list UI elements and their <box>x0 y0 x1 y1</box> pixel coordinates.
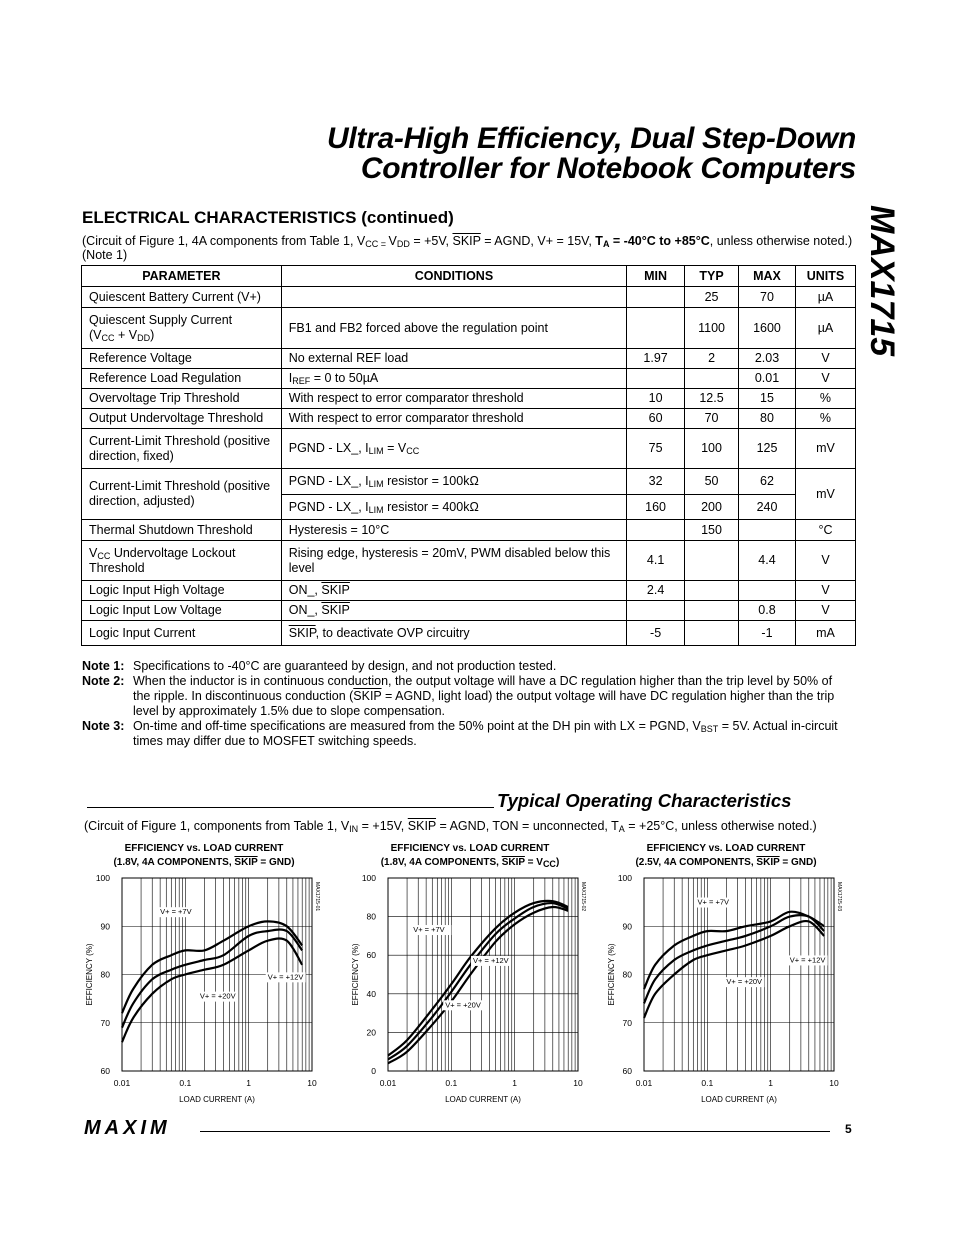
units-cell: °C <box>795 520 855 541</box>
x-tick-label: 0.1 <box>701 1078 714 1088</box>
max-cell: 240 <box>739 495 796 520</box>
x-tick-label: 0.01 <box>379 1078 397 1088</box>
min-cell <box>627 369 685 389</box>
x-tick-label: 1 <box>246 1078 252 1088</box>
table-row <box>82 287 856 308</box>
chart-title: EFFICIENCY vs. LOAD CURRENT (1.8V, 4A COMPONENTS, SKIP = $V_{CC}$) <box>380 843 560 869</box>
column-header: TYP <box>685 266 739 287</box>
x-tick-label: 10 <box>573 1078 583 1088</box>
x-axis-label: LOAD CURRENT (A) <box>179 1095 255 1104</box>
max-cell: -1 <box>739 621 796 646</box>
conditions-cell: Hysteresis = 10°C <box>281 520 626 541</box>
y-tick-label: 100 <box>95 873 110 883</box>
max-cell: 80 <box>739 409 796 429</box>
conditions-cell: $I_{REF} = 0$ to 50µA <box>281 369 626 389</box>
table-row <box>82 469 856 495</box>
min-cell: 1.97 <box>627 349 685 369</box>
note-2: Note 2: When the inductor is in continuous conduction, the output voltage will have a DC regulation higher than the trip level by 50% of the ripple. In discontinuous conduction (SKIP = AGND, light load) the output voltage will have DC regulation higher than the trip level by approximately 1.5% due to slope compensation. <box>82 674 835 718</box>
column-header: CONDITIONS <box>281 266 626 287</box>
conditions-cell: With respect to error comparator threshold <box>281 389 626 409</box>
typ-cell <box>685 541 739 581</box>
section-heading: ELECTRICAL CHARACTERISTICS (continued) <box>82 208 454 227</box>
x-tick-label: 0.1 <box>445 1078 458 1088</box>
typ-cell <box>685 581 739 601</box>
toc-heading: Typical Operating Characteristics <box>497 790 792 811</box>
y-tick-label: 80 <box>622 969 632 980</box>
title-line-1: Ultra-High Efficiency, Dual Step-Down <box>327 122 856 155</box>
parameter-cell: Reference Load Regulation <box>82 369 282 389</box>
figure-code: MAX1715-03 <box>836 882 842 912</box>
x-tick-label: 0.01 <box>635 1078 653 1088</box>
conditions-cell: ON_, SKIP <box>281 601 626 621</box>
document-title <box>327 124 856 184</box>
min-cell <box>627 601 685 621</box>
series-label: V+ = +7V <box>697 897 730 907</box>
parameter-cell: Thermal Shutdown Threshold <box>82 520 282 541</box>
y-axis-label: EFFICIENCY (%) <box>607 943 616 1006</box>
max-cell: 15 <box>739 389 796 409</box>
title-line-2: Controller for Notebook Computers <box>360 152 856 185</box>
table-row <box>82 349 856 369</box>
parameter-cell: Logic Input Current <box>82 621 282 646</box>
table-header-row <box>82 266 856 287</box>
units-cell: mV <box>795 429 855 469</box>
y-tick-label: 90 <box>622 921 632 932</box>
chart-svg <box>350 840 590 1108</box>
y-tick-label: 100 <box>361 873 376 883</box>
units-cell: V <box>795 369 855 389</box>
y-tick-label: 80 <box>366 911 376 922</box>
min-cell: -5 <box>627 621 685 646</box>
table-row <box>82 601 856 621</box>
series-label: V+ = +20V <box>726 977 763 987</box>
max-cell: 2.03 <box>739 349 796 369</box>
typ-cell: 100 <box>685 429 739 469</box>
series-line <box>122 939 302 1043</box>
table-row <box>82 369 856 389</box>
units-cell: mV <box>795 469 855 520</box>
notes <box>82 659 842 749</box>
typ-cell: 70 <box>685 409 739 429</box>
max-cell: 4.4 <box>739 541 796 581</box>
series-label: V+ = +12V <box>789 955 826 965</box>
x-tick-label: 10 <box>307 1078 317 1088</box>
min-cell <box>627 287 685 308</box>
chart-svg <box>84 840 324 1108</box>
parameter-cell: Logic Input High Voltage <box>82 581 282 601</box>
max-cell: 1600 <box>739 308 796 349</box>
typ-cell <box>685 601 739 621</box>
efficiency-chart-3 <box>606 840 846 1108</box>
max-cell: 62 <box>739 469 796 495</box>
x-axis-label: LOAD CURRENT (A) <box>701 1095 777 1104</box>
y-tick-label: 70 <box>100 1017 110 1028</box>
electrical-characteristics-table <box>81 265 856 646</box>
parameter-cell: Output Undervoltage Threshold <box>82 409 282 429</box>
conditions-cell: SKIP, to deactivate OVP circuitry <box>281 621 626 646</box>
conditions-cell: Rising edge, hysteresis = 20mV, PWM disabled below this level <box>281 541 626 581</box>
units-cell: mA <box>795 621 855 646</box>
efficiency-chart-2 <box>350 840 590 1108</box>
min-cell: 32 <box>627 469 685 495</box>
typ-cell: 25 <box>685 287 739 308</box>
conditions-cell: With respect to error comparator threshold <box>281 409 626 429</box>
series-label: V+ = +7V <box>413 925 445 935</box>
table-row <box>82 541 856 581</box>
page-number: 5 <box>845 1122 852 1136</box>
column-header: MAX <box>739 266 796 287</box>
min-cell <box>627 308 685 349</box>
conditions-cell <box>281 287 626 308</box>
parameter-cell: Overvoltage Trip Threshold <box>82 389 282 409</box>
units-cell: % <box>795 409 855 429</box>
conditions-cell: PGND - LX_, $I_{LIM}$ resistor = 400kΩ <box>281 495 626 520</box>
max-cell <box>739 581 796 601</box>
figure-code: MAX1715-02 <box>580 882 586 912</box>
chart-svg <box>606 840 846 1108</box>
x-axis-label: LOAD CURRENT (A) <box>445 1095 521 1104</box>
table-row <box>82 308 856 349</box>
footer-rule <box>200 1131 830 1132</box>
x-tick-label: 1 <box>512 1078 518 1088</box>
max-cell: 70 <box>739 287 796 308</box>
y-tick-label: 80 <box>100 969 110 980</box>
x-tick-label: 10 <box>829 1078 839 1088</box>
max-cell: 0.8 <box>739 601 796 621</box>
table-row <box>82 409 856 429</box>
series-label: V+ = +20V <box>445 1000 481 1010</box>
series-label: V+ = +20V <box>199 991 236 1001</box>
conditions-cell: PGND - LX_, $I_{LIM} = V_{CC}$ <box>281 429 626 469</box>
parameter-cell: Current-Limit Threshold (positive direction, adjusted) <box>82 469 282 520</box>
y-tick-label: 0 <box>371 1066 376 1076</box>
table-row <box>82 389 856 409</box>
y-tick-label: 100 <box>617 873 632 883</box>
note-1: Note 1: Specifications to -40°C are guaranteed by design, and not production tested. <box>82 659 557 673</box>
typ-cell: 150 <box>685 520 739 541</box>
min-cell: 2.4 <box>627 581 685 601</box>
parameter-cell: $V_{CC}$ Undervoltage Lockout Threshold <box>82 541 282 581</box>
units-cell: V <box>795 581 855 601</box>
max-cell: 125 <box>739 429 796 469</box>
y-tick-label: 40 <box>366 988 376 999</box>
table-row <box>82 621 856 646</box>
units-cell: µA <box>795 308 855 349</box>
conditions-cell: PGND - LX_, $I_{LIM}$ resistor = 100kΩ <box>281 469 626 495</box>
min-cell: 10 <box>627 389 685 409</box>
x-tick-label: 0.1 <box>179 1078 192 1088</box>
typ-cell <box>685 621 739 646</box>
column-header: MIN <box>627 266 685 287</box>
units-cell: % <box>795 389 855 409</box>
efficiency-chart-1 <box>84 840 324 1108</box>
typ-cell: 50 <box>685 469 739 495</box>
maxim-logo: MAXIM <box>84 1117 171 1139</box>
part-number: MAX1715 <box>863 205 901 357</box>
parameter-cell: Quiescent Supply Current $(V_{CC} + V_{DD})$ <box>82 308 282 349</box>
min-cell: 4.1 <box>627 541 685 581</box>
parameter-cell: Logic Input Low Voltage <box>82 601 282 621</box>
y-tick-label: 70 <box>622 1017 632 1028</box>
y-tick-label: 60 <box>100 1066 110 1076</box>
max-cell <box>739 520 796 541</box>
table-row <box>82 429 856 469</box>
parameter-cell: Current-Limit Threshold (positive direction, fixed) <box>82 429 282 469</box>
x-tick-label: 1 <box>768 1078 774 1088</box>
y-tick-label: 60 <box>366 950 376 961</box>
part-number-tab <box>861 205 901 405</box>
chart-title: EFFICIENCY vs. LOAD CURRENT (1.8V, 4A COMPONENTS, SKIP = GND) <box>113 843 295 868</box>
conditions-cell: FB1 and FB2 forced above the regulation point <box>281 308 626 349</box>
chart-title: EFFICIENCY vs. LOAD CURRENT (2.5V, 4A COMPONENTS, SKIP = GND) <box>635 843 817 868</box>
figure-code: MAX1715-01 <box>314 882 320 912</box>
typ-cell <box>685 369 739 389</box>
conditions-cell: No external REF load <box>281 349 626 369</box>
y-tick-label: 60 <box>622 1066 632 1076</box>
x-tick-label: 0.01 <box>113 1078 131 1088</box>
parameter-cell: Reference Voltage <box>82 349 282 369</box>
typ-cell: 200 <box>685 495 739 520</box>
series-label: V+ = +7V <box>160 907 192 917</box>
y-axis-label: EFFICIENCY (%) <box>85 943 94 1006</box>
test-conditions: (Circuit of Figure 1, 4A components from Table 1, $V_{CC =}$ $V_{DD} = +5V$, SKIP = AGND, V+ = 15V, $T_A = -40^\circ C$ to +85°C, unless otherwise noted.) (Note 1) <box>82 234 853 262</box>
column-header: PARAMETER <box>82 266 282 287</box>
units-cell: V <box>795 601 855 621</box>
series-label: V+ = +12V <box>473 955 509 965</box>
parameter-cell: Quiescent Battery Current (V+) <box>82 287 282 308</box>
column-header: UNITS <box>795 266 855 287</box>
min-cell: 60 <box>627 409 685 429</box>
table-row <box>82 581 856 601</box>
units-cell: V <box>795 541 855 581</box>
typ-cell: 1100 <box>685 308 739 349</box>
y-tick-label: 90 <box>100 921 110 932</box>
note-3: Note 3: On-time and off-time specifications are measured from the 50% point at the DH pin with LX = PGND, $V_{BST} = 5V$. Actual in-circuit times may differ due to MOSFET switching speeds. <box>82 719 838 748</box>
y-tick-label: 20 <box>366 1027 376 1038</box>
table-row <box>82 520 856 541</box>
series-line <box>644 921 824 1018</box>
min-cell <box>627 520 685 541</box>
max-cell: 0.01 <box>739 369 796 389</box>
typ-cell: 2 <box>685 349 739 369</box>
y-axis-label: EFFICIENCY (%) <box>351 943 360 1006</box>
units-cell: µA <box>795 287 855 308</box>
min-cell: 75 <box>627 429 685 469</box>
toc-conditions: (Circuit of Figure 1, components from Table 1, $V_{IN} = +15V$, SKIP = AGND, TON = unconnected, $T_A = +25^\circ C$, unless otherwise noted.) <box>84 819 817 834</box>
units-cell: V <box>795 349 855 369</box>
section-rule <box>87 807 494 808</box>
typ-cell: 12.5 <box>685 389 739 409</box>
series-label: V+ = +12V <box>267 972 304 982</box>
min-cell: 160 <box>627 495 685 520</box>
conditions-cell: ON_, SKIP <box>281 581 626 601</box>
